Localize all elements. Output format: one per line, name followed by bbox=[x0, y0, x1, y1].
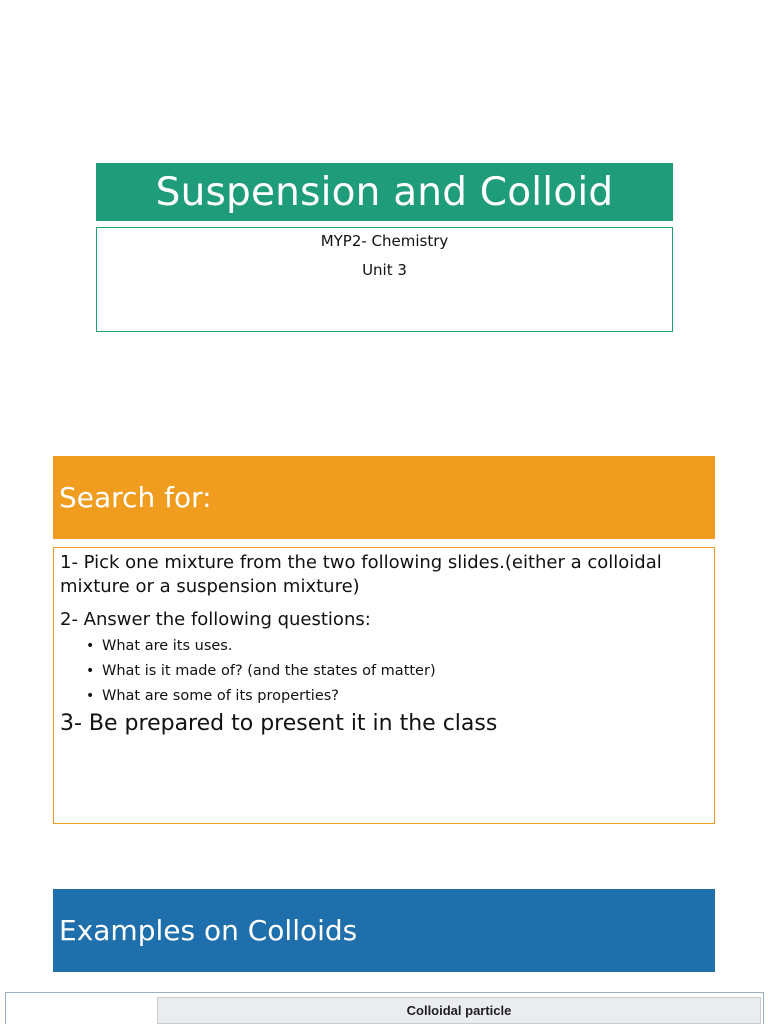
table-header-cell bbox=[157, 997, 761, 1024]
question-text: What are some of its properties? bbox=[102, 688, 339, 704]
examples-title: Examples on Colloids bbox=[59, 914, 358, 947]
examples-header bbox=[53, 889, 715, 972]
instruction-3: 3- Be prepared to present it in the class bbox=[60, 711, 498, 736]
instruction-1 bbox=[60, 551, 700, 599]
subtitle-unit: Unit 3 bbox=[362, 261, 407, 279]
search-for-title: Search for: bbox=[59, 481, 212, 514]
subtitle-course: MYP2- Chemistry bbox=[320, 232, 449, 250]
bullet-icon: • bbox=[86, 638, 95, 654]
subtitle-box bbox=[96, 227, 673, 332]
list-item bbox=[86, 659, 436, 684]
list-item bbox=[86, 634, 436, 659]
instruction-2: 2- Answer the following questions: bbox=[60, 609, 371, 630]
slide-title-bar bbox=[96, 163, 673, 221]
table-header-label: Colloidal particle bbox=[406, 1003, 512, 1018]
bullet-icon: • bbox=[86, 688, 95, 704]
question-text: What are its uses. bbox=[102, 638, 233, 654]
question-text: What is it made of? (and the states of matter) bbox=[102, 663, 436, 679]
instructions-box bbox=[53, 547, 715, 824]
bullet-icon: • bbox=[86, 663, 95, 679]
instruction-1-line2: mixture or a suspension mixture) bbox=[60, 576, 360, 597]
instruction-1-line1: 1- Pick one mixture from the two following slides.(either a colloidal bbox=[60, 552, 662, 573]
list-item bbox=[86, 684, 436, 709]
question-list bbox=[86, 634, 436, 709]
slide-title: Suspension and Colloid bbox=[155, 169, 614, 215]
search-for-header bbox=[53, 456, 715, 539]
